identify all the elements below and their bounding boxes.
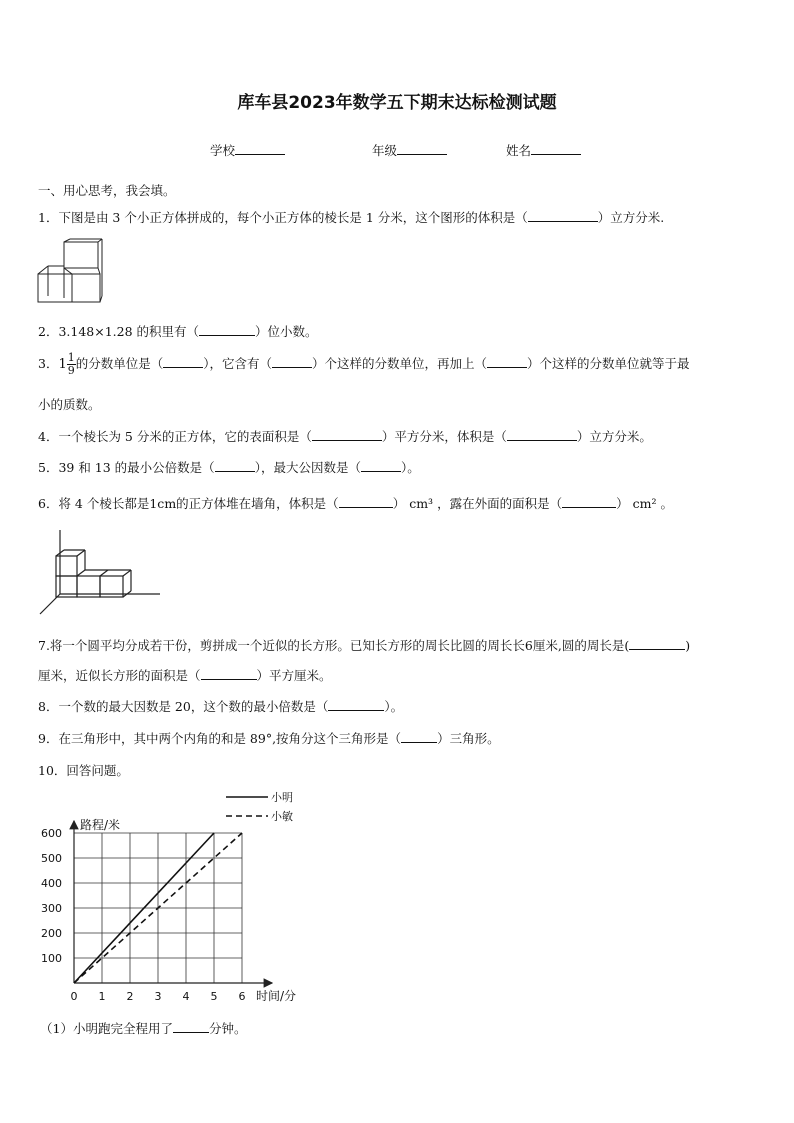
q3-mixed-whole: 1: [58, 357, 67, 372]
cubes-figure: [36, 238, 106, 306]
q8-text-b: ）。: [384, 699, 404, 714]
question-4: [38, 427, 652, 445]
name-label: 姓名: [506, 143, 532, 158]
q1-suffix: ）立方分米.: [597, 210, 665, 225]
y-tick-label: 500: [41, 852, 62, 865]
q3-blank-3[interactable]: [487, 355, 527, 368]
q7-text-d: ）平方厘米。: [256, 668, 332, 683]
y-tick-labels: [41, 827, 62, 965]
q7-blank-2[interactable]: [201, 667, 257, 680]
corner-cubes-figure: [36, 528, 164, 620]
distance-time-chart: [30, 786, 330, 1012]
q6-text-c: ）: [392, 496, 406, 511]
q4-text-c: ）立方分米。: [576, 429, 652, 444]
name-field[interactable]: [506, 141, 581, 159]
y-tick-label: 100: [41, 952, 62, 965]
page-title: 库车县2023年数学五下期末达标检测试题: [237, 93, 557, 113]
question-9: [38, 729, 500, 747]
q3-text-d: ）个这样的分数单位就等于最: [527, 356, 690, 371]
question-5: [38, 458, 420, 476]
question-7-line-2: [38, 666, 332, 684]
q6-blank-1[interactable]: [339, 495, 393, 508]
question-3-line-2: 小的质数。: [38, 397, 101, 412]
school-field[interactable]: [210, 141, 285, 159]
q4-text-a: 4．一个棱长为 5 分米的正方体，它的表面积是（: [38, 429, 312, 444]
x-tick-label: 1: [98, 990, 106, 1003]
question-2: [38, 322, 318, 340]
q6-unit-cm: 1cm: [149, 496, 177, 511]
q3-text-a: 的分数单位是（: [75, 356, 164, 371]
q6-text-e: ）: [616, 496, 629, 511]
question-3: [38, 352, 690, 377]
q3-denominator: 9: [67, 364, 75, 377]
q6-blank-2[interactable]: [562, 495, 616, 508]
q6-text-d: ，露在外面的面积是（: [437, 496, 563, 511]
q8-blank[interactable]: [328, 698, 384, 711]
y-tick-label: 600: [41, 827, 62, 840]
section-heading: 一、用心思考，我会填。: [38, 183, 176, 198]
grade-field[interactable]: [372, 141, 447, 159]
q4-blank-1[interactable]: [312, 428, 382, 441]
school-label: 学校: [210, 143, 236, 158]
q4-blank-2[interactable]: [507, 428, 577, 441]
q3-text-b: ），它含有（: [203, 356, 273, 371]
q5-blank-1[interactable]: [215, 459, 255, 472]
question-10-sub-1: [40, 1019, 246, 1037]
q8-text-a: 8．一个数的最大因数是 20，这个数的最小倍数是（: [38, 699, 329, 714]
x-tick-label: 3: [154, 990, 162, 1003]
q6-unit-cm3: cm³: [409, 496, 434, 511]
legend-label: 小明: [271, 791, 293, 804]
q10-sub1-blank[interactable]: [173, 1020, 209, 1033]
grade-blank[interactable]: [397, 142, 447, 155]
question-1: [38, 208, 664, 226]
q7-text-c: 厘米，近似长方形的面积是（: [38, 668, 201, 683]
q9-text-b: ）三角形。: [437, 731, 500, 746]
q2-text: 2．3.148×1.28 的积里有（: [38, 324, 200, 339]
x-tick-label: 4: [182, 990, 190, 1003]
q10-sub1-text-b: 分钟。: [208, 1021, 247, 1036]
q5-text-b: ），最大公因数是（: [254, 460, 361, 475]
q3-blank-2[interactable]: [272, 355, 312, 368]
y-tick-label: 300: [41, 902, 62, 915]
q9-blank[interactable]: [401, 730, 437, 743]
q4-text-b: ）平方分米，体积是（: [381, 429, 507, 444]
x-tick-label: 2: [126, 990, 134, 1003]
q1-text: 1．下图是由 3 个小正方体拼成的，每个小正方体的棱长是 1 分米，这个图形的体积是（: [38, 210, 528, 225]
q5-text-a: 5．39 和 13 的最小公倍数是（: [38, 460, 215, 475]
question-6: [38, 494, 673, 512]
q3-fraction: [67, 352, 76, 377]
x-tick-label: 0: [70, 990, 78, 1003]
y-tick-label: 400: [41, 877, 62, 890]
x-tick-label: 6: [238, 990, 246, 1003]
q5-text-c: ）。: [400, 460, 420, 475]
name-blank[interactable]: [531, 142, 581, 155]
q6-text-f: 。: [660, 496, 673, 511]
q3-numerator: 1: [67, 351, 75, 364]
question-7: [38, 636, 690, 654]
x-tick-labels: [71, 990, 246, 1003]
q2-suffix: ）位小数。: [255, 324, 318, 339]
q7-blank-1[interactable]: [629, 637, 685, 650]
q6-unit-cm2: cm²: [632, 496, 657, 511]
q5-blank-2[interactable]: [361, 459, 401, 472]
question-10: 10．回答问题。: [38, 763, 129, 778]
q1-blank[interactable]: [528, 209, 598, 222]
y-tick-label: 200: [41, 927, 62, 940]
chart-legend: [226, 790, 293, 823]
q10-sub1-text-a: （1）小明跑完全程用了: [40, 1021, 173, 1036]
q9-text-a: 9．在三角形中，其中两个内角的和是 89°,按角分这个三角形是（: [38, 731, 402, 746]
q6-text-a: 6．将 4 个棱长都是: [38, 496, 150, 511]
q3-number: 3．: [38, 356, 59, 371]
grade-label: 年级: [372, 143, 398, 158]
q2-blank[interactable]: [199, 323, 255, 336]
q3-blank-1[interactable]: [163, 355, 203, 368]
x-axis-label: 时间/分: [256, 989, 297, 1003]
school-blank[interactable]: [235, 142, 285, 155]
question-8: [38, 697, 403, 715]
q6-text-b: 的正方体堆在墙角，体积是（: [176, 496, 339, 511]
q7-text-b: ): [685, 638, 691, 653]
y-axis-label: 路程/米: [80, 818, 121, 832]
x-tick-label: 5: [210, 990, 218, 1003]
q7-text-a: 7.将一个圆平均分成若干份，剪拼成一个近似的长方形。已知长方形的周长比圆的周长长6厘米,圆的周长是(: [38, 638, 630, 653]
legend-label: 小敏: [271, 810, 293, 823]
q3-text-c: ）个这样的分数单位，再加上（: [312, 356, 488, 371]
